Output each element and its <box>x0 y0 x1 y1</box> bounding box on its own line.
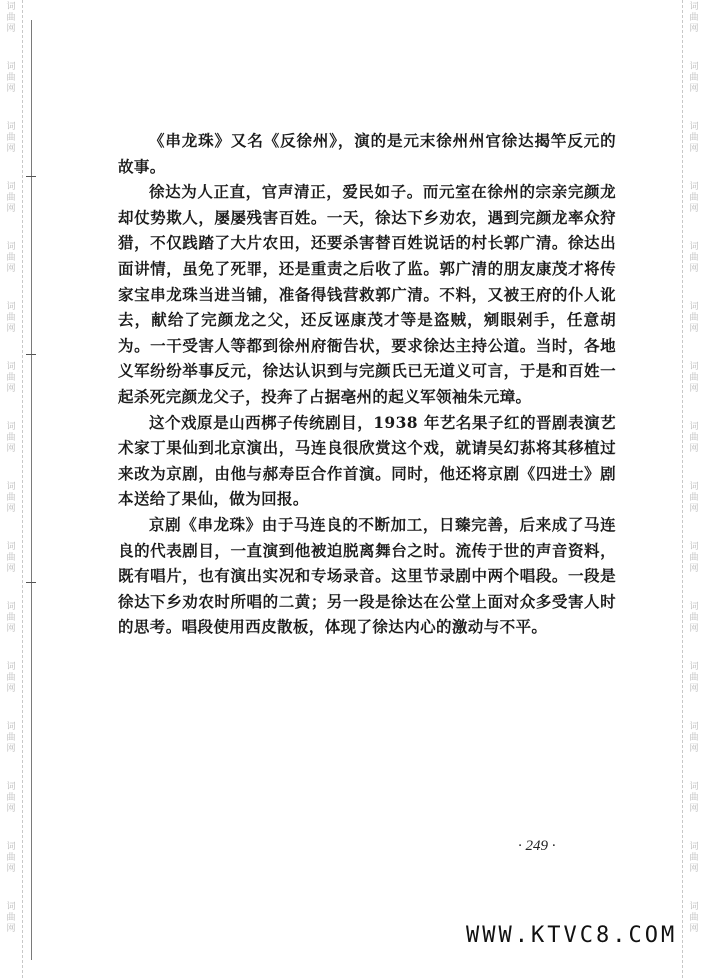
watermark-stamp: 词 曲 网 <box>6 182 16 214</box>
watermark-stamp: 词 曲 网 <box>6 482 16 514</box>
watermark-stamp: 词 曲 网 <box>6 422 16 454</box>
watermark-stamp: 词 曲 网 <box>689 482 699 514</box>
margin-tick <box>26 176 36 177</box>
watermark-stamp: 词 曲 网 <box>689 122 699 154</box>
margin-tick <box>26 354 36 355</box>
paragraph: 徐达为人正直，官声清正，爱民如子。而元室在徐州的宗亲完颜龙却仗势欺人，屡屡残害百姓。一天，徐达下乡劝农，遇到完颜龙率众狩猎，不仅践踏了大片农田，还要杀害替百姓说话的村长郭广清。徐达出面讲情，虽免了死罪，还是重责之后收了监。郭广清的朋友康茂才将传家宝串龙珠当进当铺，准备得钱营救郭广清。不料，又被王府的仆人讹去，献给了完颜龙之父，还反诬康茂才等是盗贼，剜眼剁手，任意胡为。一干受害人等都到徐州府衙告状，要求徐达主持公道。当时，各地义军纷纷举事反元，徐达认识到与完颜氏已无道义可言，于是和百姓一起杀死完颜龙父子，投奔了占据亳州的起义军领袖朱元璋。 <box>118 182 616 406</box>
watermark-stamp: 词 曲 网 <box>689 722 699 754</box>
watermark-stamp: 词 曲 网 <box>689 782 699 814</box>
watermark-stamp: 词 曲 网 <box>689 422 699 454</box>
watermark-stamp: 词 曲 网 <box>6 302 16 334</box>
watermark-stamp: 词 曲 网 <box>689 2 699 34</box>
paragraph: 这个戏原是山西梆子传统剧目，1938 年艺名果子红的晋剧表演艺术家丁果仙到北京演出，马连良很欣赏这个戏，就请吴幻荪将其移植过来改为京剧，由他与郝寿臣合作首演。同时，他还将京剧《四进士》剧本送给了果仙，做为回报。 <box>118 412 616 509</box>
watermark-stamp: 词 曲 网 <box>689 242 699 274</box>
watermark-stamp: 词 曲 网 <box>6 122 16 154</box>
watermark-stamp: 词 曲 网 <box>689 902 699 934</box>
paragraph: 京剧《串龙珠》由于马连良的不断加工，日臻完善，后来成了马连良的代表剧目，一直演到他被迫脱离舞台之时。流传于世的声音资料，既有唱片，也有演出实况和专场录音。这里节录剧中两个唱段。一段是徐达下乡劝农时所唱的二黄；另一段是徐达在公堂上面对众多受害人时的思考。唱段使用西皮散板，体现了徐达内心的激动与不平。 <box>118 514 616 637</box>
watermark-stamp: 词 曲 网 <box>6 2 16 34</box>
watermark-stamp: 词 曲 网 <box>689 842 699 874</box>
watermark-stamp: 词 曲 网 <box>6 242 16 274</box>
right-watermark-column <box>683 0 705 978</box>
watermark-stamp: 词 曲 网 <box>689 302 699 334</box>
watermark-stamp: 词 曲 网 <box>689 62 699 94</box>
watermark-stamp: 词 曲 网 <box>6 362 16 394</box>
page-number: · 249 · <box>518 838 556 854</box>
watermark-stamp: 词 曲 网 <box>689 602 699 634</box>
margin-tick <box>26 582 36 583</box>
watermark-stamp: 词 曲 网 <box>689 662 699 694</box>
watermark-stamp: 词 曲 网 <box>689 182 699 214</box>
watermark-stamp: 词 曲 网 <box>6 542 16 574</box>
watermark-stamp: 词 曲 网 <box>689 542 699 574</box>
paragraph: 《串龙珠》又名《反徐州》，演的是元末徐州州官徐达揭竿反元的故事。 <box>118 131 616 176</box>
watermark-stamp: 词 曲 网 <box>689 362 699 394</box>
watermark-stamp: 词 曲 网 <box>6 722 16 754</box>
watermark-stamp: 词 曲 网 <box>6 62 16 94</box>
watermark-stamp: 词 曲 网 <box>6 602 16 634</box>
binding-margin-line <box>31 20 32 960</box>
watermark-stamp: 词 曲 网 <box>6 662 16 694</box>
watermark-stamp: 词 曲 网 <box>6 842 16 874</box>
watermark-stamp: 词 曲 网 <box>6 902 16 934</box>
left-watermark-column <box>0 0 22 978</box>
page-body <box>118 128 616 640</box>
watermark-stamp: 词 曲 网 <box>6 782 16 814</box>
site-watermark-url: WWW.KTVC8.COM <box>466 923 678 948</box>
